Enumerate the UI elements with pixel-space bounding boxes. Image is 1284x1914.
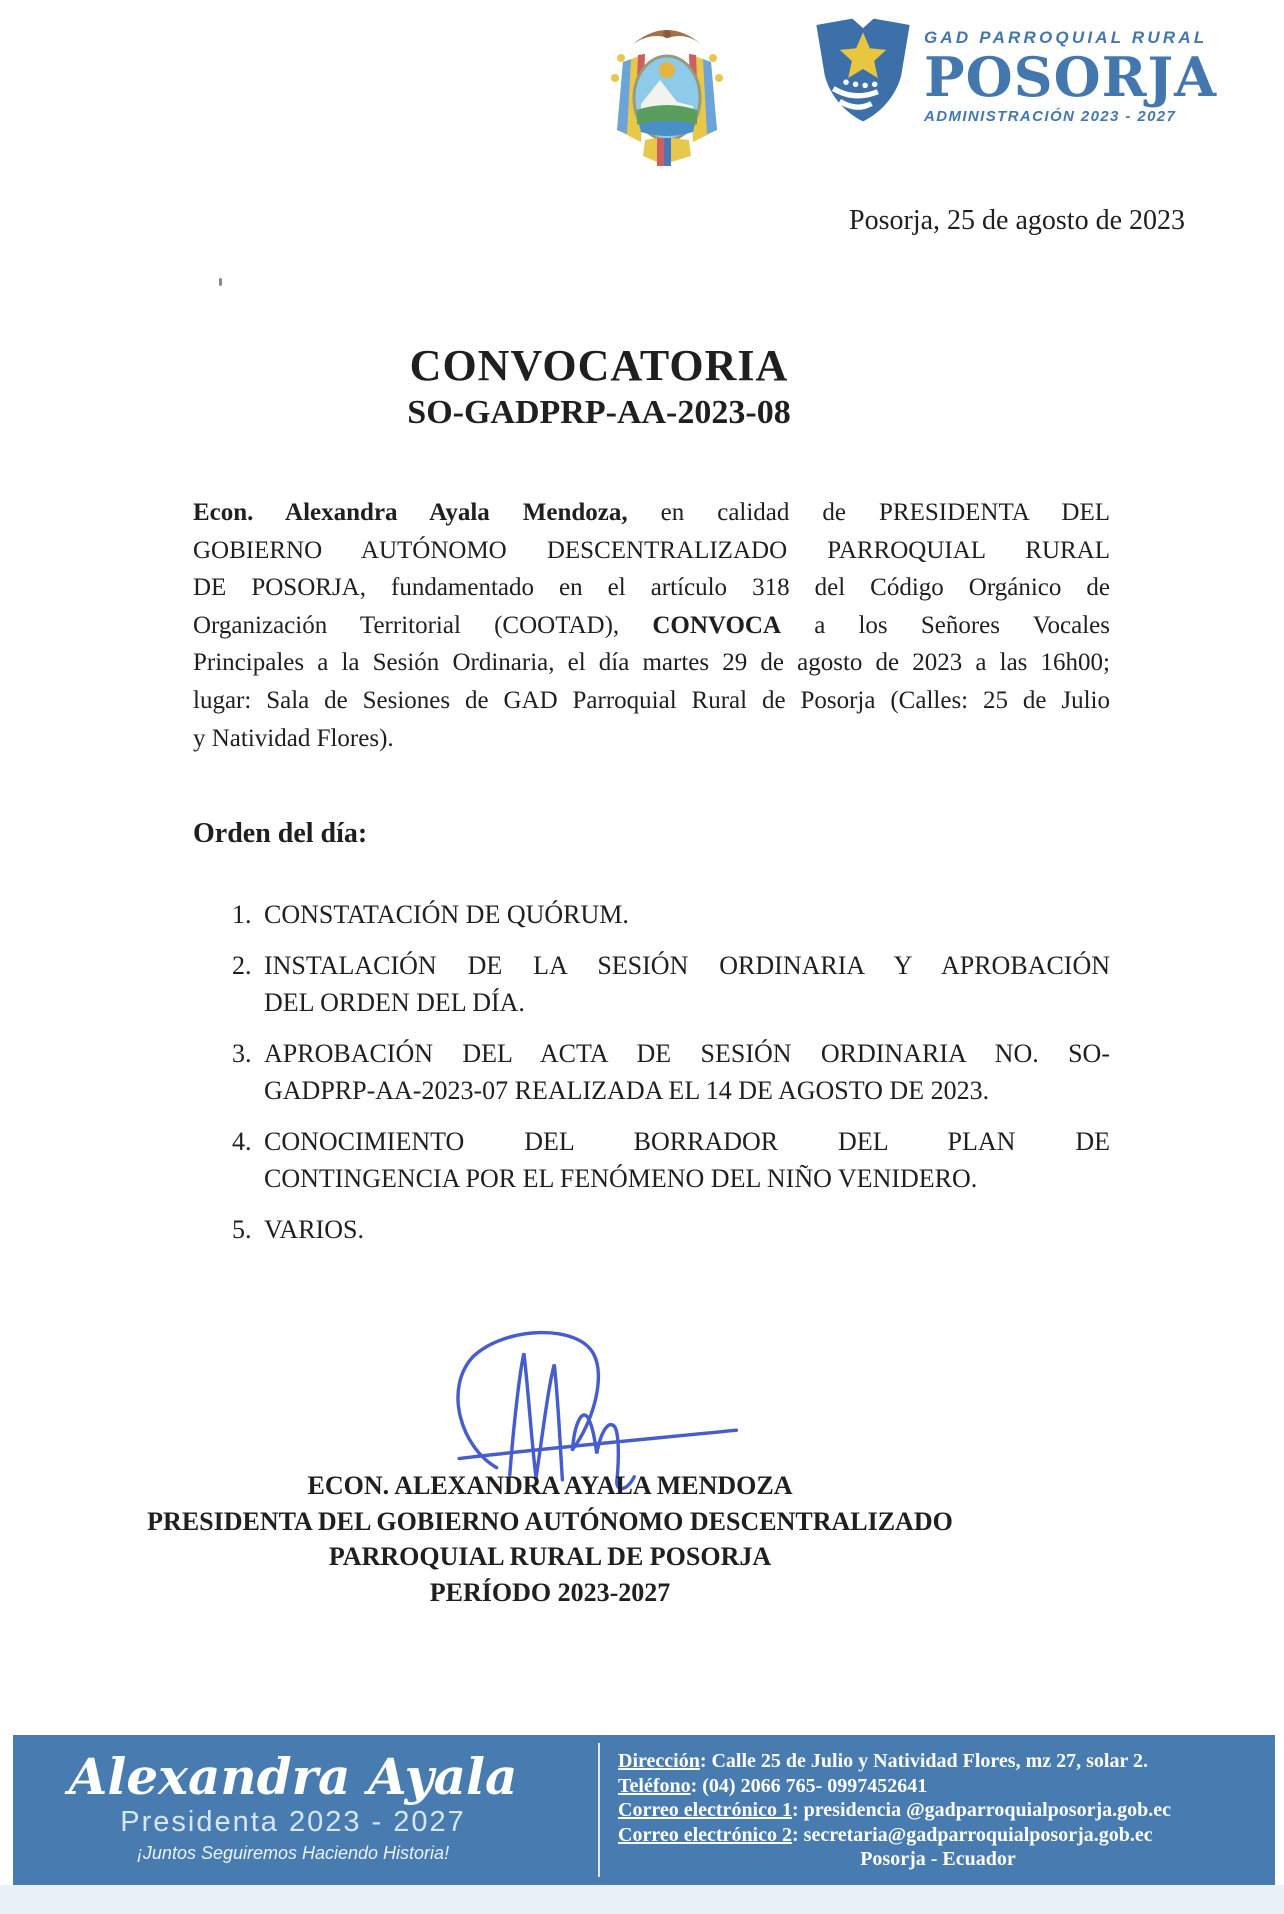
signatory-period: PERÍODO 2023-2027 bbox=[429, 1577, 671, 1607]
signatory-title-line1: PRESIDENTA DEL GOBIERNO AUTÓNOMO DESCENTRALIZADO bbox=[147, 1506, 953, 1536]
document-title: CONVOCATORIA bbox=[409, 341, 789, 390]
agenda-item bbox=[232, 896, 1110, 934]
agenda-item-text: CONTINGENCIA POR EL FENÓMENO DEL NIÑO VENIDERO. bbox=[264, 1164, 978, 1193]
signature-block bbox=[90, 1468, 1010, 1610]
footer-phone-line bbox=[618, 1774, 1268, 1799]
footer-address-value: : Calle 25 de Julio y Natividad Flores, mz 27, solar 2. bbox=[699, 1750, 1148, 1772]
body-bold-text: Econ. Alexandra Ayala Mendoza, bbox=[193, 499, 628, 526]
body-line bbox=[193, 569, 1110, 607]
footer-band bbox=[13, 1735, 1275, 1885]
title-block bbox=[0, 342, 1198, 432]
body-line bbox=[193, 532, 1110, 570]
date-line: Posorja, 25 de agosto de 2023 bbox=[849, 205, 1185, 236]
oval-landscape-icon bbox=[634, 56, 700, 140]
agenda-item-number: 5. bbox=[232, 1214, 252, 1244]
signatory-title-line2: PARROQUIAL RURAL DE POSORJA bbox=[328, 1542, 772, 1571]
footer-email1-value: : presidencia @gadparroquialposorja.gob.ec bbox=[792, 1799, 1171, 1821]
body-line bbox=[193, 682, 1110, 720]
footer-underlay bbox=[0, 1885, 1284, 1914]
agenda-item bbox=[232, 947, 1110, 1022]
logo-name-text: POSORJA bbox=[924, 45, 1218, 109]
posorja-logo bbox=[810, 14, 1218, 134]
footer-email1-label: Correo electrónico 1 bbox=[618, 1799, 792, 1821]
agenda-item-number: 2. bbox=[232, 950, 252, 980]
document-code: SO-GADPRP-AA-2023-08 bbox=[407, 394, 791, 431]
footer-address-line bbox=[618, 1749, 1268, 1774]
body-text: Principales a la Sesión Ordinaria, el día martes 29 de agosto de 2023 a las 16h00; bbox=[193, 649, 1110, 677]
body-paragraph bbox=[193, 494, 1110, 757]
footer-email2-value: : secretaria@gadparroquialposorja.gob.ec bbox=[792, 1823, 1153, 1846]
agenda-item-text: CONOCIMIENTO DEL BORRADOR DEL PLAN DE bbox=[264, 1126, 1110, 1156]
footer-divider bbox=[598, 1743, 600, 1877]
ecuador-coat-of-arms-icon bbox=[605, 22, 729, 170]
logo-administration-text: ADMINISTRACIÓN 2023 - 2027 bbox=[924, 108, 1177, 125]
logo-top-text: GAD PARROQUIAL RURAL bbox=[924, 28, 1208, 47]
agenda-item-text: APROBACIÓN DEL ACTA DE SESIÓN ORDINARIA NO. SO- bbox=[264, 1038, 1110, 1068]
agenda-item-number: 4. bbox=[232, 1126, 252, 1156]
agenda-list bbox=[232, 896, 1110, 1261]
agenda-item bbox=[232, 1035, 1110, 1110]
body-bold-text: CONVOCA bbox=[652, 611, 782, 639]
agenda-item-text: GADPRP-AA-2023-07 REALIZADA EL 14 DE AGOSTO DE 2023. bbox=[264, 1076, 990, 1105]
footer-address-label: Dirección bbox=[618, 1750, 700, 1772]
scan-artifact-dot bbox=[219, 278, 222, 286]
footer-email2-label: Correo electrónico 2 bbox=[618, 1823, 792, 1846]
footer-contact-section bbox=[618, 1749, 1268, 1872]
footer-phone-label: Teléfono bbox=[618, 1774, 691, 1797]
footer-script-name: Alexandra Ayala bbox=[68, 1747, 518, 1806]
agenda-item-text: DEL ORDEN DEL DÍA. bbox=[264, 988, 525, 1017]
agenda-item-number: 1. bbox=[232, 900, 252, 929]
agenda-item-text: VARIOS. bbox=[264, 1214, 364, 1244]
footer-phone-value: : (04) 2066 765- 0997452641 bbox=[690, 1774, 928, 1797]
agenda-item-text: INSTALACIÓN DE LA SESIÓN ORDINARIA Y APROBACIÓN bbox=[264, 950, 1110, 980]
agenda-item bbox=[232, 1123, 1110, 1198]
body-text: lugar: Sala de Sesiones de GAD Parroquial Rural de Posorja (Calles: 25 de Julio bbox=[193, 686, 1110, 714]
posorja-shield-icon bbox=[810, 14, 916, 126]
signatory-name: ECON. ALEXANDRA AYALA MENDOZA bbox=[307, 1471, 793, 1500]
footer-role: Presidenta 2023 - 2027 bbox=[120, 1806, 466, 1838]
body-text: a los Señores Vocales bbox=[781, 611, 1111, 639]
body-line bbox=[193, 607, 1110, 645]
footer-slogan: ¡Juntos Seguiremos Haciendo Historia! bbox=[136, 1843, 450, 1863]
footer-location: Posorja - Ecuador bbox=[860, 1848, 1016, 1870]
footer-email1-line bbox=[618, 1798, 1268, 1823]
ribbon-icon bbox=[643, 138, 691, 166]
footer-left-section bbox=[13, 1735, 573, 1885]
body-line bbox=[193, 494, 1110, 532]
body-line bbox=[193, 720, 1110, 758]
agenda-heading: Orden del día: bbox=[193, 818, 368, 849]
agenda-item bbox=[232, 1211, 1110, 1249]
body-text: DE POSORJA, fundamentado en el artículo 318 del Código Orgánico de bbox=[193, 574, 1110, 602]
footer-email2-line bbox=[618, 1823, 1268, 1848]
body-text: en calidad de PRESIDENTA DEL bbox=[627, 499, 1110, 526]
body-line bbox=[193, 644, 1110, 682]
body-text: GOBIERNO AUTÓNOMO DESCENTRALIZADO PARROQUIAL RURAL bbox=[193, 536, 1110, 564]
body-text: y Natividad Flores). bbox=[193, 724, 394, 752]
body-text: Organización Territorial (COOTAD), bbox=[193, 611, 653, 639]
agenda-item-text: CONSTATACIÓN DE QUÓRUM. bbox=[264, 900, 629, 929]
agenda-item-number: 3. bbox=[232, 1038, 252, 1068]
